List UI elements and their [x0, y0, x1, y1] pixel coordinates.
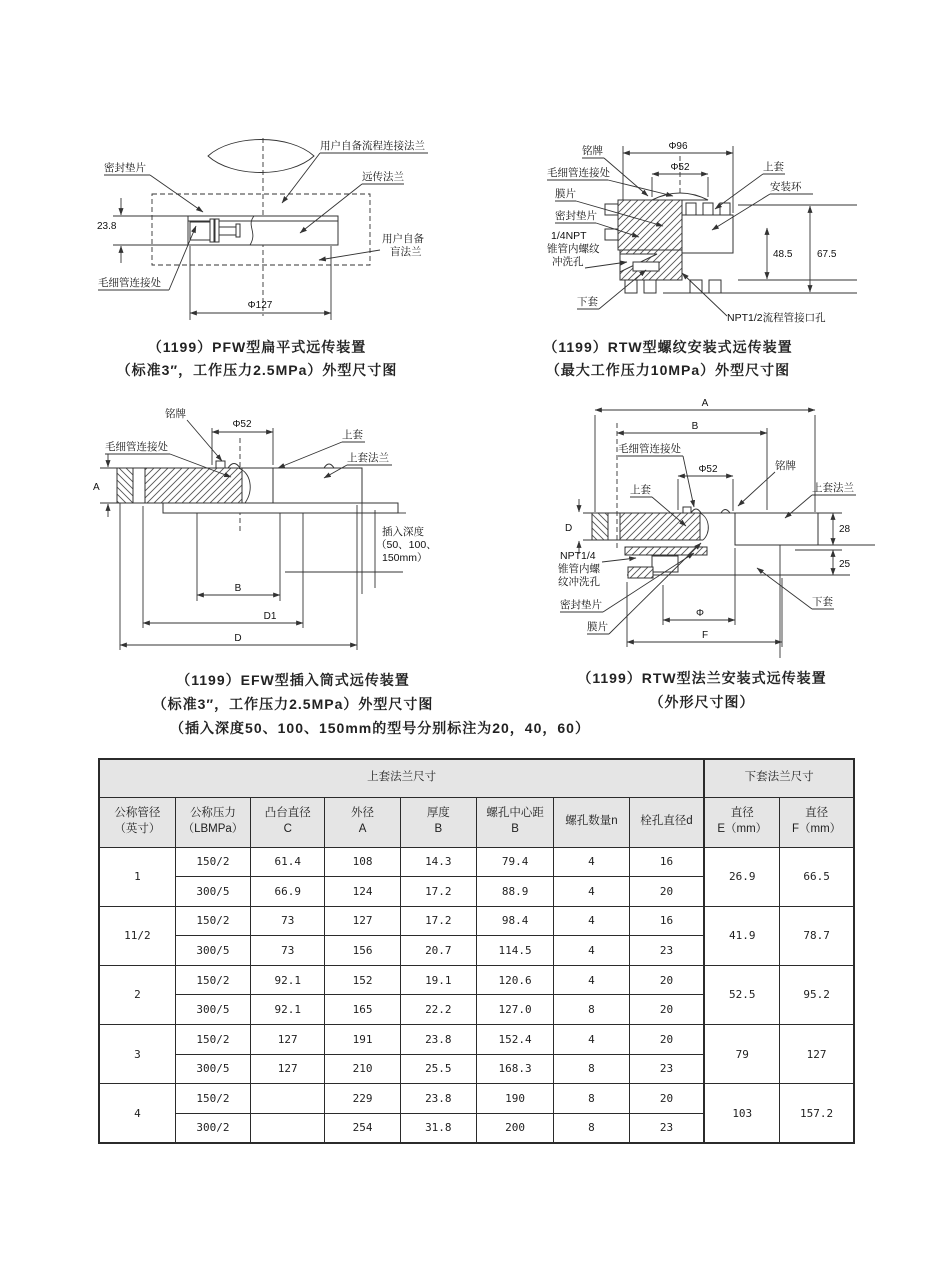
pfw-label-capillary: 毛细管连接处: [98, 277, 161, 289]
rtwt-label-capillary: 毛细管连接处: [547, 167, 610, 179]
cell-f: 78.7: [780, 906, 854, 965]
rtwf-label-seal-gasket: 密封垫片: [560, 599, 602, 611]
table-row: 1 150/2 61.4 108 14.3 79.4 4 16 26.9 66.5: [99, 847, 854, 877]
pfw-label-seal-gasket: 密封垫片: [104, 162, 146, 174]
efw-label-upper-sleeve: 上套: [342, 429, 363, 441]
rtwt-dim-d96: Φ96: [668, 141, 688, 152]
rtwf-label-npt-line2: 锥管内螺: [558, 563, 600, 575]
cell-e: 79: [704, 1025, 779, 1084]
efw-dim-d52: Φ52: [232, 419, 252, 430]
col-header-pipe-size: 公称管径 （英寸）: [99, 797, 175, 847]
table-row: 300/5 66.9 124 17.2 88.9 4 20: [99, 877, 854, 907]
rtwf-label-capillary: 毛细管连接处: [618, 443, 681, 455]
rtwf-label-diaphragm: 膜片: [587, 621, 608, 633]
rtwt-label-npt-half: NPT1/2流程管接口孔: [727, 312, 826, 324]
rtwt-label-diaphragm: 膜片: [555, 188, 576, 200]
cell-e: 26.9: [704, 847, 779, 906]
table-row: 300/5 92.1 165 22.2 127.0 8 20: [99, 995, 854, 1025]
efw-label-depth-line2: （50、100、: [376, 539, 437, 551]
efw-label-nameplate: 铭牌: [165, 408, 186, 420]
rtwt-label-nameplate: 铭牌: [582, 145, 603, 157]
efw-label-depth-line3: 150mm）: [382, 552, 428, 564]
mounting-ring: [682, 215, 733, 253]
sensor-dome: [652, 193, 708, 200]
rtwt-label-npt-line1: 1/4NPT: [551, 230, 587, 242]
efw-label-capillary: 毛细管连接处: [105, 441, 168, 453]
rtwf-dim-d: D: [565, 523, 573, 534]
pfw-diagram: [80, 130, 510, 340]
efw-label-upper-flange: 上套法兰: [347, 452, 389, 464]
rtwf-dim-f: F: [701, 630, 709, 641]
rtwf-label-upper-sleeve: 上套: [630, 484, 651, 496]
rtwf-dim-b: B: [691, 421, 699, 432]
rtwf-label-nameplate: 铭牌: [775, 460, 796, 472]
cell-size: 1: [99, 847, 175, 906]
col-header-bolt-hole-diameter: 栓孔直径d: [629, 797, 704, 847]
col-header-hole-count: 螺孔数量n: [554, 797, 629, 847]
rtwf-dim-phi: Φ: [696, 608, 704, 619]
rtwt-label-seal-gasket: 密封垫片: [555, 210, 597, 222]
cell-f: 127: [780, 1025, 854, 1084]
rtw-flange-caption-line2: （外形尺寸图）: [649, 694, 755, 710]
table-row: 300/5 127 210 25.5 168.3 8 23: [99, 1054, 854, 1084]
capillary-fitting: [190, 222, 210, 240]
cell-size: 3: [99, 1025, 175, 1084]
cell-f: 157.2: [780, 1084, 854, 1143]
col-header-diameter-f: 直径 F（mm）: [780, 797, 854, 847]
col-header-pressure: 公称压力 （LBMPa）: [175, 797, 250, 847]
col-header-outer-diameter: 外径 A: [325, 797, 400, 847]
rtw-threaded-caption-line1: （1199）RTW型螺纹安装式远传装置: [543, 339, 793, 355]
cell-size: 11/2: [99, 906, 175, 965]
table-row: 300/2 254 31.8 200 8 23: [99, 1113, 854, 1143]
cell-e: 52.5: [704, 965, 779, 1024]
rtw-threaded-caption-line2: （最大工作压力10MPa）外型尺寸图: [545, 362, 791, 378]
table-row: 300/5 73 156 20.7 114.5 4 23: [99, 936, 854, 966]
efw-dim-a: A: [93, 482, 100, 493]
pfw-dim-diameter: Φ127: [247, 300, 273, 311]
table-row: 11/2 150/2 73 127 17.2 98.4 4 16 41.9 78.7: [99, 906, 854, 936]
rtwf-label-npt-line3: 纹冲洗孔: [558, 576, 600, 588]
pfw-label-process-flange: 用户自备流程连接法兰: [320, 140, 425, 152]
rtwt-label-npt-line2: 锥管内螺纹: [547, 243, 600, 255]
cell-size: 2: [99, 965, 175, 1024]
rtwf-dim-a: A: [701, 398, 709, 409]
efw-dim-d: D: [234, 633, 242, 644]
pfw-label-blind-flange-line1: 用户自备: [382, 233, 424, 245]
cell-f: 66.5: [780, 847, 854, 906]
rtwf-dim-25: 25: [839, 559, 851, 570]
cell-size: 4: [99, 1084, 175, 1143]
rtwt-label-mount-ring: 安装环: [770, 181, 802, 193]
rtwt-label-npt-line3: 冲洗孔: [552, 256, 584, 268]
pfw-caption-line2: （标准3″，工作压力2.5MPa）外型尺寸图: [116, 362, 398, 378]
rtwf-label-npt-line1: NPT1/4: [560, 550, 596, 562]
rtw-threaded-diagram: [505, 130, 905, 335]
cell-f: 95.2: [780, 965, 854, 1024]
rtwt-dim-675: 67.5: [817, 249, 837, 260]
rtwt-dim-d52: Φ52: [670, 162, 690, 173]
cell-e: 103: [704, 1084, 779, 1143]
group-header-lower-flange: 下套法兰尺寸: [704, 759, 854, 797]
efw-dim-b: B: [234, 583, 242, 594]
efw-caption-line1: （1199）EFW型插入筒式远传装置: [176, 672, 410, 688]
cell-e: 41.9: [704, 906, 779, 965]
pfw-caption-line1: （1199）PFW型扁平式远传装置: [147, 339, 367, 355]
nameplate-tag: [683, 507, 691, 513]
pfw-dim-height: 23.8: [97, 221, 117, 232]
efw-diagram: [70, 398, 500, 660]
table-row: 3 150/2 127 191 23.8 152.4 4 20 79 127: [99, 1025, 854, 1055]
table-row: 2 150/2 92.1 152 19.1 120.6 4 20 52.5 95.2: [99, 965, 854, 995]
rtw-flange-caption-line1: （1199）RTW型法兰安装式远传装置: [577, 670, 827, 686]
efw-label-depth-line1: 插入深度: [382, 526, 424, 538]
rtwf-dim-d52: Φ52: [698, 464, 718, 475]
efw-dim-d1: D1: [263, 611, 277, 622]
col-header-boss-diameter: 凸台直径 C: [251, 797, 325, 847]
pfw-drawing: [98, 138, 428, 320]
efw-caption-line3: （插入深度50、100、150mm的型号分别标注为20，40，60）: [170, 720, 590, 736]
rtwf-label-lower-sleeve: 下套: [812, 596, 833, 608]
rtwt-dim-485: 48.5: [773, 249, 793, 260]
group-header-upper-flange: 上套法兰尺寸: [99, 759, 704, 797]
col-header-diameter-e: 直径 E（mm）: [704, 797, 779, 847]
col-header-thickness: 厚度 B: [400, 797, 476, 847]
nameplate-tag: [216, 461, 225, 468]
table-row: 4 150/2 229 23.8 190 8 20 103 157.2: [99, 1084, 854, 1114]
flange-dimensions-table: [98, 758, 855, 1144]
rtwf-dim-28: 28: [839, 524, 851, 535]
rtwt-label-lower-sleeve: 下套: [577, 296, 598, 308]
efw-caption-line2: （标准3″，工作压力2.5MPa）外型尺寸图: [152, 696, 434, 712]
rtwf-label-upper-flange: 上套法兰: [812, 482, 854, 494]
rtwt-label-upper-sleeve: 上套: [763, 161, 784, 173]
rtw-flange-diagram: [545, 390, 930, 662]
pfw-label-remote-flange: 远传法兰: [362, 171, 404, 183]
pfw-label-blind-flange-line2: 盲法兰: [390, 246, 422, 258]
col-header-bolt-circle: 螺孔中心距 B: [476, 797, 553, 847]
pipe-break-symbol: [208, 140, 314, 173]
